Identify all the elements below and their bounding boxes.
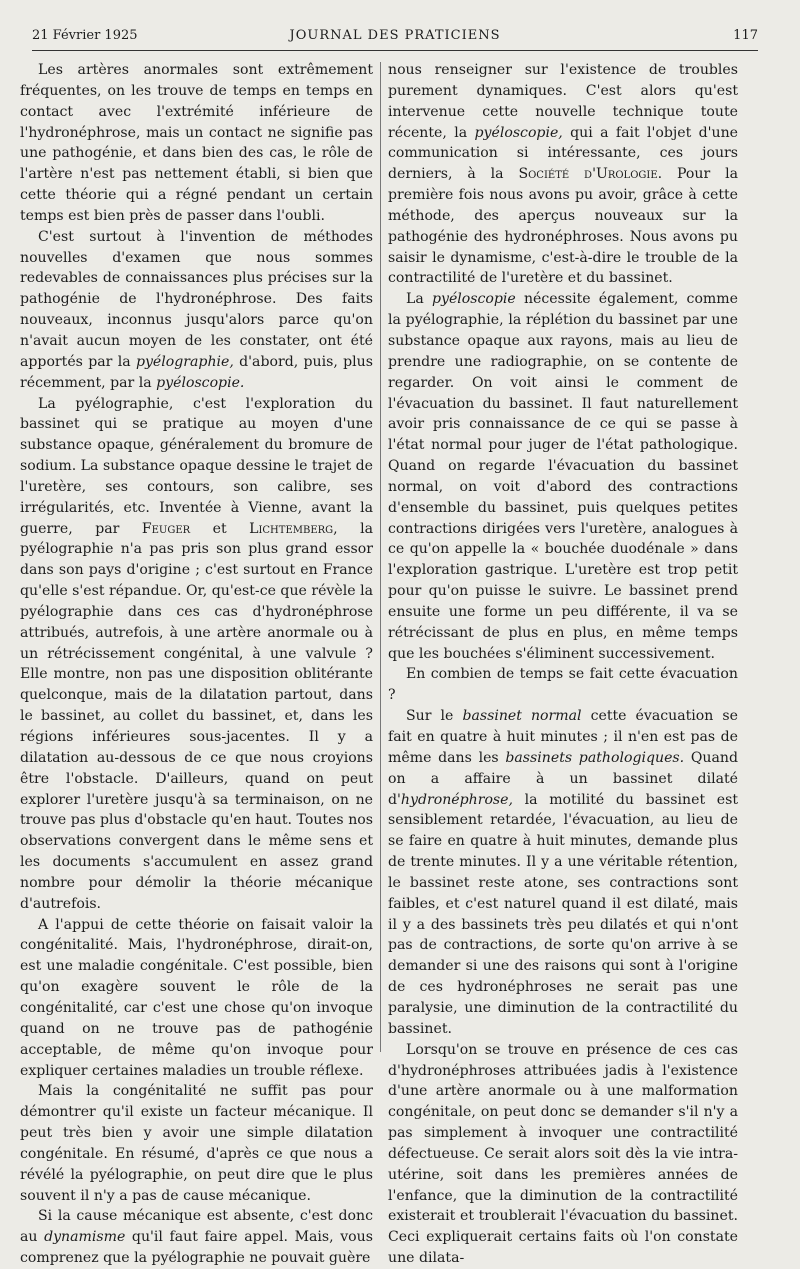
header-journal-title: JOURNAL DES PRATICIENS (289, 28, 501, 43)
left-column (20, 60, 373, 1269)
italic-term: bassinets pathologiques. (505, 749, 685, 766)
paragraph: En combien de temps se fait cette évacuation ? (388, 666, 738, 704)
paragraph: Lorsqu'on se trouve en présence de ces cas d'hydronéphroses attribuées jadis à l'existence d'une artère anormale ou à une malformation congénitale, on peut donc se demander s'il n'y a pas simplement à invoquer une contractilité défectueuse. Ce serait alors soit dès la vie intra-utérine, soit dans les premières années de l'enfance, que la diminution de la contractilité existerait et troublerait l'évacuation du bassinet. Ceci expliquerait certains faits où l'on constate une dilata- (388, 1041, 738, 1267)
paragraph (20, 227, 373, 394)
text-run: nous renseigner sur l'existence de troubles purement dynamiques. C'est alors qu'est intervenue cette nouvelle technique toute récente, la (388, 62, 738, 141)
text-run: La pyélographie, c'est l'exploration du bassinet qui se pratique au moyen d'une substance opaque, généralement du bromure de sodium. La substance opaque dessine le trajet de l'uretère, ses contours, son calibre, ses irrégularités, etc. Inventée à Vienne, avant la guerre, par (20, 395, 373, 537)
text-run: C'est surtout à l'invention de méthodes nouvelles d'examen que nous sommes redevables de connaissances plus précises sur la pathogénie de l'hydronéphrose. Des faits nouveaux, inconnus jusqu'alors parce qu'on n'avait aucun moyen de les constater, ont été apportés par la (20, 228, 373, 370)
paragraph (388, 60, 738, 289)
italic-term: pyélographie, (135, 353, 234, 370)
text-run: cette évacuation se fait en quatre à huit minutes ; il n'en est pas de même dans les (388, 708, 738, 766)
paragraph: Mais la congénitalité ne suffit pas pour démontrer qu'il existe un facteur mécanique. Il peut très bien y avoir une simple dilatation congénitale. En résumé, d'après ce que nous a révélé la pyélographie, on peut dire que le plus souvent il n'y a pas de cause mécanique. (20, 1083, 373, 1204)
italic-term: bassinet normal (462, 708, 582, 725)
paragraph (388, 289, 738, 664)
text-run: qu'il faut faire appel. Mais, vous comprenez que la pyélographie ne pouvait guère (20, 1229, 373, 1267)
italic-term: pyéloscopie. (156, 374, 245, 391)
paragraph (20, 1206, 373, 1269)
column-divider (380, 62, 381, 1052)
small-caps-name: Feuger (141, 520, 191, 537)
small-caps-name: Société d'Urologie (518, 166, 658, 183)
paragraph: Les artères anormales sont extrêmement fréquentes, on les trouve de temps en temps en contact avec l'extrémité inférieure de l'hydronéphrose, mais un contact ne signifie pas une pathogénie, et dans bien des cas, le rôle de l'artère n'est pas nettement établi, si bien que cette théorie qui a régné pendant un certain temps est bien près de passer dans l'oubli. (20, 62, 373, 224)
text-run: nécessite également, comme la pyélographie, la réplétion du bassinet par une substance opaque aux rayons, mais au lieu de prendre une radiographie, on se contente de regarder. On voit ainsi le comment de l'évacuation du bassinet. Il faut naturellement avoir pris connaissance de ce qui se passe à l'état normal pour juger de l'état pathologique. Quand on regarde l'évacuation du bassinet normal, on voit d'abord des contractions d'ensemble du bassinet, puis quelques petites contractions dirigées vers l'uretère, analogues à ce qu'on appelle la « bouchée duodénale » dans l'exploration gastrique. L'uretère est trop petit pour qu'on puisse le suivre. Le bassinet prend ensuite une forme un peu différente, il va se rétrécissant de plus en plus, en même temps que les bouchées s'éliminent successivement. (388, 291, 738, 662)
header-page-number: 117 (733, 28, 758, 43)
small-caps-name: Lichtemberg (249, 520, 334, 537)
text-run: Quand on a affaire à un bassinet dilaté d' (388, 749, 738, 808)
italic-term: dynamisme (44, 1229, 126, 1246)
right-column (388, 60, 738, 1269)
text-run: . Pour la première fois nous avons pu avoir, grâce à cette méthode, des aperçus nouveaux sur la pathogénie des hydronéphroses. Nous avons pu saisir le dynamisme, c'est-à-dire le trouble de la contractilité de l'uretère et du bassinet. (388, 166, 739, 287)
paragraph (388, 706, 738, 1040)
text-run: qui a fait l'objet d'une communication si intéressante, ces jours derniers, à la (388, 124, 738, 183)
italic-term: hydronéphrose, (400, 791, 513, 808)
text-run: et (190, 520, 250, 537)
text-run: d'abord, puis, plus récemment, par la (20, 353, 373, 391)
running-header (32, 26, 758, 51)
paragraph (20, 394, 373, 915)
italic-term: pyéloscopie, (474, 124, 563, 141)
text-run: Si la cause mécanique est absente, c'est donc au (20, 1208, 373, 1246)
paragraph: A l'appui de cette théorie on faisait valoir la congénitalité. Mais, l'hydronéphrose, dirait-on, est une maladie congénitale. C'est possible, bien qu'on exagère souvent le rôle de la congénitalité, car c'est une chose qu'on invoque quand on ne trouve pas de pathogénie acceptable, de même qu'on invoque pour expliquer certaines maladies un trouble réflexe. (20, 916, 373, 1079)
italic-term: pyéloscopie (431, 291, 516, 308)
text-run: , la pyélographie n'a pas pris son plus grand essor dans son pays d'origine ; c'est surtout en France qu'elle s'est répandue. Or, qu'est-ce que révèle la pyélographie dans ces cas d'hydronéphrose attribués, autrefois, à une artère anormale ou à un rétrécissement congénital, à une valvule ? Elle montre, non pas une disposition oblitérante quelconque, mais de la dilatation partout, dans le bassinet, au collet du bassinet, et, dans les régions inférieures sous-jacentes. Il y a dilatation au-dessous de ce que nous croyions être l'obstacle. D'ailleurs, quand on peut explorer l'uretère jusqu'à sa terminaison, on ne trouve pas plus d'obstacle qu'en haut. Toutes nos observations convergent dans le même sens et les documents s'accumulent en assez grand nombre pour démolir la théorie mécanique d'autrefois. (20, 520, 374, 912)
text-run: La (406, 291, 432, 308)
text-run: Sur le (406, 708, 463, 725)
text-run: la motilité du bassinet est sensiblement retardée, l'évacuation, au lieu de se faire en quatre à huit minutes, demande plus de trente minutes. Il y a une véritable rétention, le bassinet reste atone, ses contractions sont faibles, et c'est naturel quand il est dilaté, mais il y a des bassinets très peu dilatés et qui n'ont pas de contractions, de sorte qu'on arrive à se demander si une des raisons qui sont à l'origine de ces hydronéphroses ne serait pas une paralysie, une diminution de la contractilité du bassinet. (388, 791, 738, 1037)
header-date: 21 Février 1925 (32, 28, 138, 43)
